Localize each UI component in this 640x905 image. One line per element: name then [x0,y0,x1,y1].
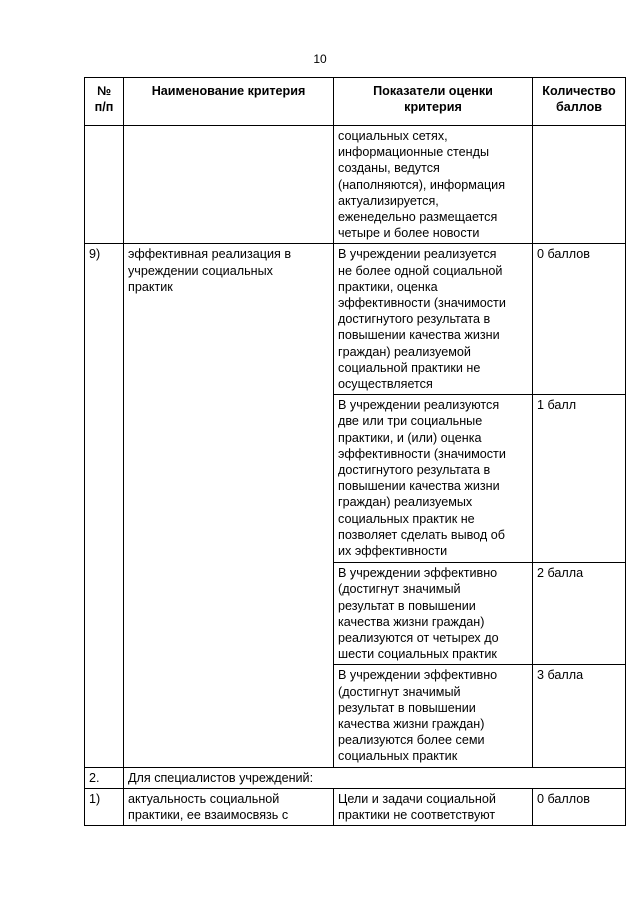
indicator-line: две или три социальные [338,414,483,429]
indicator-cell [334,788,533,825]
header-indicators-line: критерия [404,100,462,115]
table-header-row [85,78,626,126]
header-score [533,78,626,126]
indicator-line: практики, и (или) оценка [338,430,482,445]
section-title: Для специалистов учреждений: [128,770,314,785]
indicator-line: повышении качества жизни [338,328,500,343]
indicator-line: результат в повышении [338,598,476,613]
indicator-line: практики, оценка [338,279,438,294]
indicator-cell [334,126,533,244]
score-cell [533,395,626,563]
criterion-cell [124,126,334,244]
indicator-line: реализуются от четырех до [338,631,499,646]
number-cell [85,244,124,767]
indicator-line: (достигнут значимый [338,582,461,597]
indicator-line: (достигнут значимый [338,684,461,699]
indicator-line: осуществляется [338,377,433,392]
indicator-line: граждан) реализуемой [338,344,471,359]
page-number: 10 [313,52,327,66]
score-cell [533,665,626,767]
section-number-cell [85,767,124,788]
criteria-table [84,77,626,826]
header-number-line: № [96,84,112,98]
number-cell [85,788,124,825]
header-indicators [334,78,533,126]
score-value: 3 балла [537,668,584,683]
indicator-line: (наполняются), информация [338,177,506,192]
score-cell [533,788,626,825]
indicator-line: четыре и более новости [338,226,480,241]
table-row [85,244,626,395]
table-row [85,788,626,825]
criterion-line: практик [128,279,173,294]
criterion-line: эффективная реализация в [128,247,292,262]
indicator-line: В учреждении реализуются [338,398,500,413]
header-number [85,78,124,126]
table-row [85,126,626,244]
header-score-line: баллов [555,100,603,115]
indicator-line: шести социальных практик [338,647,497,662]
header-number-line: п/п [94,100,114,115]
score-value: 0 баллов [537,791,590,806]
indicator-line: позволяет сделать вывод об [338,527,505,542]
criterion-cell [124,788,334,825]
indicator-line: эффективности (значимости [338,446,506,461]
indicator-line: В учреждении эффективно [338,668,498,683]
criterion-line: актуальность социальной [128,791,280,806]
indicator-line: еженедельно размещается [338,210,498,225]
indicator-line: социальных сетях, [338,129,448,143]
header-criterion-name-text: Наименование критерия [151,84,306,98]
indicator-line: не более одной социальной [338,263,503,278]
indicator-line: результат в повышении [338,700,476,715]
score-cell [533,126,626,244]
indicator-line: информационные стенды [338,145,490,160]
header-indicators-line: Показатели оценки [373,84,493,98]
indicator-cell [334,244,533,395]
item-number: 9) [89,247,101,262]
indicator-line: созданы, ведутся [338,161,440,176]
indicator-cell [334,665,533,767]
indicator-line: качества жизни граждан) [338,717,485,732]
indicator-line: эффективности (значимости [338,296,506,311]
indicator-line: В учреждении эффективно [338,566,498,581]
indicator-line: В учреждении реализуется [338,247,497,262]
indicator-line: актуализируется, [338,193,439,208]
indicator-line: социальных практик [338,749,458,764]
section-title-cell [124,767,626,788]
criterion-cell [124,244,334,767]
indicator-cell [334,563,533,665]
indicator-line: социальной практики не [338,360,481,375]
score-value: 0 баллов [537,247,590,262]
score-value: 1 балл [537,398,577,413]
indicator-line: их эффективности [338,544,448,559]
header-score-line: Количество [542,84,616,98]
section-row [85,767,626,788]
item-number: 1) [89,791,101,806]
criterion-line: практики, ее взаимосвязь с [128,808,289,823]
criterion-line: учреждении социальных [128,263,273,278]
indicator-line: достигнутого результата в [338,312,491,327]
indicator-line: реализуются более семи [338,733,485,748]
section-number: 2. [89,770,100,785]
indicator-line: граждан) реализуемых [338,495,473,510]
indicator-cell [334,395,533,563]
indicator-line: повышении качества жизни [338,479,500,494]
indicator-line: практики не соответствуют [338,808,496,823]
score-cell [533,244,626,395]
number-cell [85,126,124,244]
indicator-line: социальных практик не [338,511,475,526]
indicator-line: Цели и задачи социальной [338,791,496,806]
header-criterion-name [124,78,334,126]
score-cell [533,563,626,665]
indicator-line: достигнутого результата в [338,463,491,478]
score-value: 2 балла [537,566,584,581]
indicator-line: качества жизни граждан) [338,614,485,629]
